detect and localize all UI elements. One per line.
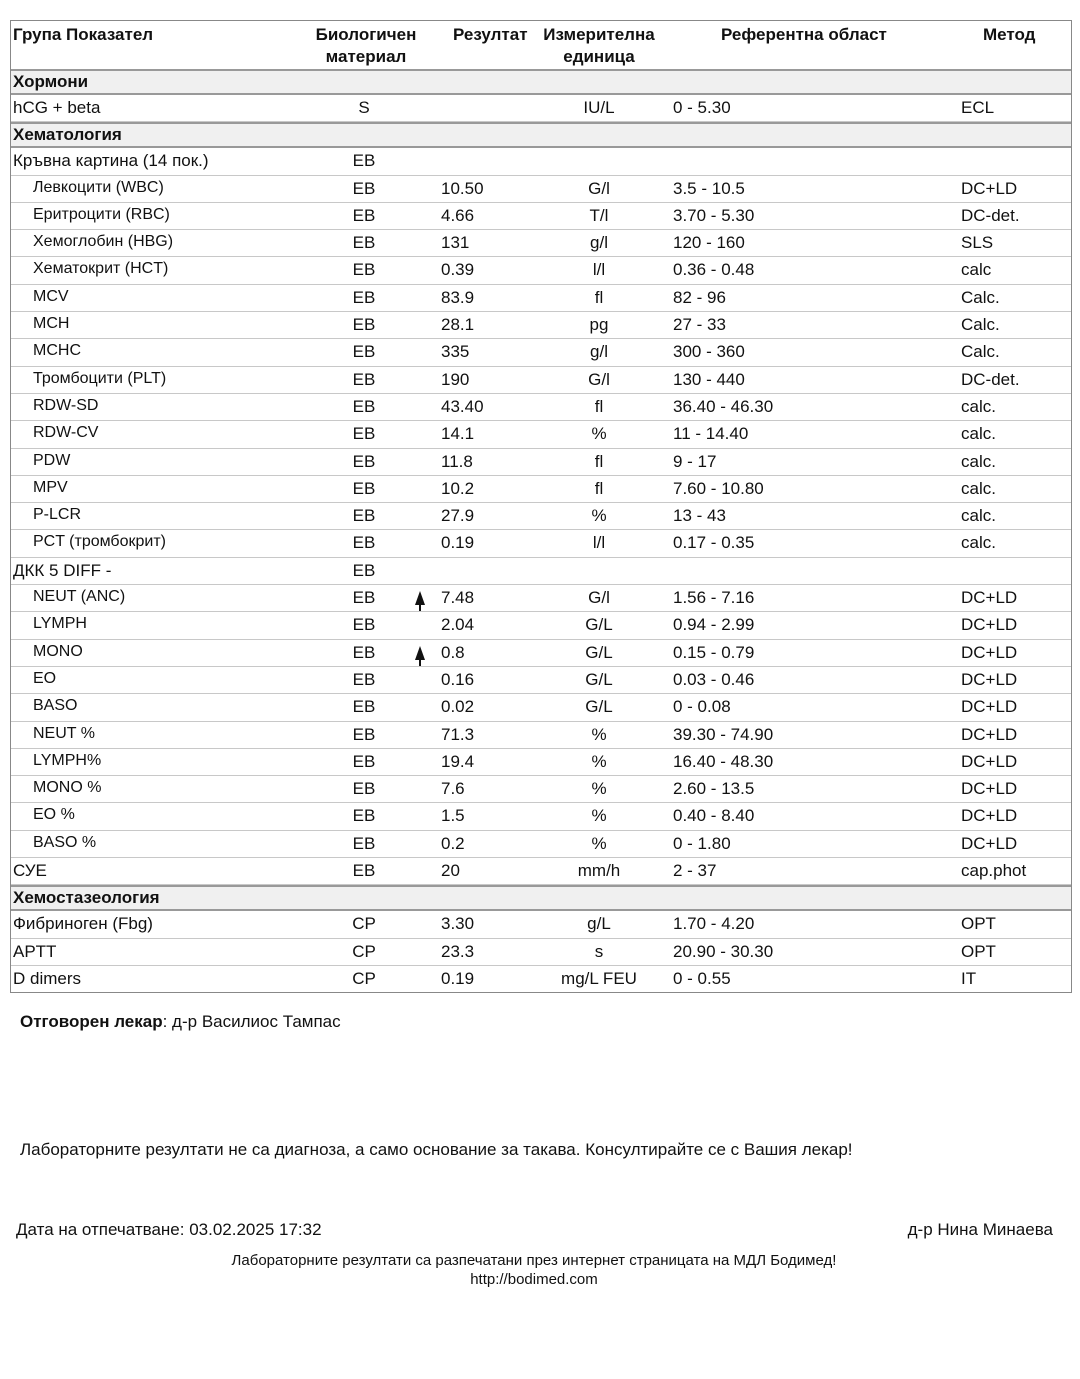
header-material: Биологичен материал xyxy=(315,25,417,66)
print-date: Дата на отпечатване: 03.02.2025 17:32 xyxy=(16,1220,322,1239)
row-result: 0.16 xyxy=(441,669,475,689)
row-material: EB xyxy=(352,861,376,881)
table-row xyxy=(11,339,1071,366)
row-material: EB xyxy=(352,178,376,198)
table-row xyxy=(11,911,1071,938)
row-reference: 3.70 - 5.30 xyxy=(673,205,755,225)
row-name: P-LCR xyxy=(33,506,82,524)
header-reference: Референтна област xyxy=(721,25,887,44)
row-unit: l/l xyxy=(592,260,606,280)
table-row xyxy=(11,803,1071,830)
row-unit: s xyxy=(594,941,604,961)
row-material: EB xyxy=(352,506,376,526)
lab-results-table xyxy=(10,20,1072,993)
row-result: 3.30 xyxy=(441,914,475,934)
row-reference: 0 - 0.08 xyxy=(673,697,731,717)
row-method: DC-det. xyxy=(961,205,1020,225)
signer: д-р Нина Минаева xyxy=(907,1220,1053,1239)
row-reference: 1.56 - 7.16 xyxy=(673,588,755,608)
header-unit: Измерителна единица xyxy=(543,25,655,66)
doctor-name: : д-р Василиос Тампас xyxy=(162,1012,341,1031)
row-name: Хематокрит (HCT) xyxy=(33,260,169,278)
high-arrow-icon xyxy=(415,643,429,663)
row-unit: % xyxy=(591,724,607,744)
row-unit: G/l xyxy=(588,178,610,198)
row-result: 0.8 xyxy=(441,642,465,662)
row-material: EB xyxy=(352,615,376,635)
row-method: calc. xyxy=(961,451,996,471)
row-name: PDW xyxy=(33,451,71,469)
row-method: calc. xyxy=(961,506,996,526)
row-method: SLS xyxy=(961,233,994,253)
row-reference: 130 - 440 xyxy=(673,369,745,389)
row-material: EB xyxy=(352,233,376,253)
table-row xyxy=(11,858,1071,885)
row-material: CP xyxy=(352,941,376,961)
row-name: EO xyxy=(33,669,57,687)
row-reference: 120 - 160 xyxy=(673,233,745,253)
row-method: OPT xyxy=(961,941,996,961)
row-result: 11.8 xyxy=(441,451,473,471)
row-unit: T/l xyxy=(589,205,609,225)
row-material: EB xyxy=(352,588,376,608)
row-unit: mm/h xyxy=(577,861,621,881)
row-unit: g/l xyxy=(590,342,608,362)
row-unit: g/l xyxy=(590,233,608,253)
row-result: 0.19 xyxy=(441,533,475,553)
high-arrow-icon xyxy=(415,588,429,608)
row-result: 19.4 xyxy=(441,751,475,771)
row-name: MONO % xyxy=(33,779,102,797)
row-name: BASO % xyxy=(33,833,97,851)
row-unit: pg xyxy=(589,315,609,335)
row-result: 0.2 xyxy=(441,833,465,853)
row-unit: % xyxy=(591,751,607,771)
row-name: BASO xyxy=(33,697,78,715)
row-material: EB xyxy=(352,642,376,662)
group-hemostasis: Хемостазеология xyxy=(11,885,1071,911)
row-name: NEUT (ANC) xyxy=(33,588,126,606)
row-reference: 2.60 - 13.5 xyxy=(673,779,755,799)
row-material: EB xyxy=(352,478,376,498)
table-row xyxy=(11,966,1071,992)
row-reference: 9 - 17 xyxy=(673,451,717,471)
print-note-text: Лабораторните резултати са разпечатани през интернет страницата на МДЛ Бодимед! xyxy=(231,1252,837,1269)
row-reference: 20.90 - 30.30 xyxy=(673,941,774,961)
row-unit: l/l xyxy=(592,533,606,553)
table-row xyxy=(11,776,1071,803)
website-link[interactable]: http://bodimed.com xyxy=(470,1271,598,1288)
row-result: 83.9 xyxy=(441,287,475,307)
row-method: OPT xyxy=(961,914,996,934)
row-material: EB xyxy=(352,533,376,553)
row-method: IT xyxy=(961,968,977,988)
row-result: 7.6 xyxy=(441,779,465,799)
table-row xyxy=(11,148,1071,175)
table-row xyxy=(11,257,1071,284)
row-material: EB xyxy=(352,396,376,416)
row-name: PCT (тромбокрит) xyxy=(33,533,166,551)
row-result: 2.04 xyxy=(441,615,475,635)
row-unit: g/L xyxy=(587,914,611,934)
row-method: DC+LD xyxy=(961,779,1018,799)
row-reference: 0.03 - 0.46 xyxy=(673,669,755,689)
row-unit: % xyxy=(591,779,607,799)
row-reference: 13 - 43 xyxy=(673,506,726,526)
row-material: EB xyxy=(352,260,376,280)
row-reference: 0 - 1.80 xyxy=(673,833,731,853)
row-result: 190 xyxy=(441,369,470,389)
row-result: 131 xyxy=(441,233,470,253)
row-material: EB xyxy=(352,451,376,471)
row-name: APTT xyxy=(13,941,57,961)
row-reference: 0 - 0.55 xyxy=(673,968,731,988)
row-result: 7.48 xyxy=(441,588,475,608)
group-hematology: Хематология xyxy=(11,122,1071,148)
row-method: DC+LD xyxy=(961,751,1018,771)
table-header xyxy=(11,21,1071,69)
table-row xyxy=(11,694,1071,721)
row-method: Calc. xyxy=(961,342,1000,362)
row-reference: 16.40 - 48.30 xyxy=(673,751,774,771)
table-row xyxy=(11,394,1071,421)
row-name: D dimers xyxy=(13,968,82,988)
row-name: СУЕ xyxy=(13,861,47,881)
row-result: 335 xyxy=(441,342,470,362)
row-method: DC+LD xyxy=(961,615,1018,635)
row-unit: G/L xyxy=(585,697,613,717)
table-row xyxy=(11,612,1071,639)
row-name: Еритроцити (RBC) xyxy=(33,205,170,223)
row-unit: % xyxy=(591,806,607,826)
responsible-doctor xyxy=(20,1012,341,1032)
table-row xyxy=(11,831,1071,858)
row-unit: fl xyxy=(594,287,604,307)
table-row xyxy=(11,476,1071,503)
row-reference: 11 - 14.40 xyxy=(673,424,749,444)
row-name: ДКК 5 DIFF - xyxy=(13,560,112,580)
row-material: EB xyxy=(352,697,376,717)
row-material: EB xyxy=(352,833,376,853)
row-unit: fl xyxy=(594,451,604,471)
row-name: MCV xyxy=(33,287,69,305)
table-row xyxy=(11,285,1071,312)
row-method: calc. xyxy=(961,424,996,444)
row-method: Calc. xyxy=(961,287,1000,307)
row-material: S xyxy=(358,98,370,117)
row-name: MPV xyxy=(33,478,68,496)
table-row xyxy=(11,503,1071,530)
row-material: EB xyxy=(352,342,376,362)
row-name: EO % xyxy=(33,806,75,824)
row-method: DC+LD xyxy=(961,669,1018,689)
row-material: EB xyxy=(352,369,376,389)
table-row xyxy=(11,421,1071,448)
row-unit: IU/L xyxy=(583,98,615,117)
row-unit: G/l xyxy=(588,588,610,608)
table-row xyxy=(11,558,1071,585)
row-reference: 2 - 37 xyxy=(673,861,717,881)
row-reference: 0.36 - 0.48 xyxy=(673,260,755,280)
row-result: 28.1 xyxy=(441,315,475,335)
row-unit: G/L xyxy=(585,642,613,662)
row-reference: 0.17 - 0.35 xyxy=(673,533,755,553)
row-method: DC+LD xyxy=(961,178,1018,198)
header-method: Метод xyxy=(983,25,1036,44)
row-material: EB xyxy=(352,315,376,335)
row-unit: fl xyxy=(594,478,604,498)
row-result: 27.9 xyxy=(441,506,475,526)
row-unit: G/L xyxy=(585,615,613,635)
row-unit: G/l xyxy=(588,369,610,389)
row-name: Хемоглобин (HBG) xyxy=(33,233,174,251)
row-method: DC+LD xyxy=(961,642,1018,662)
table-row xyxy=(11,939,1071,966)
row-unit: G/L xyxy=(585,669,613,689)
row-result: 43.40 xyxy=(441,396,484,416)
row-result: 10.50 xyxy=(441,178,484,198)
row-method: DC+LD xyxy=(961,697,1018,717)
table-row xyxy=(11,530,1071,557)
disclaimer: Лабораторните резултати не са диагноза, а само основание за такава. Консултирайте се с Вашия лекар! xyxy=(20,1140,853,1159)
row-material: EB xyxy=(352,151,376,171)
row-reference: 27 - 33 xyxy=(673,315,726,335)
row-material: EB xyxy=(352,287,376,307)
row-material: CP xyxy=(352,914,376,934)
row-name: RDW-CV xyxy=(33,424,99,442)
row-reference: 36.40 - 46.30 xyxy=(673,396,774,416)
table-row xyxy=(11,449,1071,476)
row-name: MCHC xyxy=(33,342,81,360)
row-reference: 39.30 - 74.90 xyxy=(673,724,774,744)
row-result: 23.3 xyxy=(441,941,475,961)
row-material: EB xyxy=(352,751,376,771)
row-reference: 82 - 96 xyxy=(673,287,726,307)
row-name: MONO xyxy=(33,642,83,660)
row-method: calc. xyxy=(961,533,996,553)
row-method: DC+LD xyxy=(961,833,1018,853)
row-method: DC+LD xyxy=(961,724,1018,744)
row-reference: 7.60 - 10.80 xyxy=(673,478,764,498)
row-result: 0.39 xyxy=(441,260,475,280)
row-unit: % xyxy=(591,833,607,853)
row-name: RDW-SD xyxy=(33,396,99,414)
table-row xyxy=(11,312,1071,339)
row-reference: 1.70 - 4.20 xyxy=(673,914,755,934)
row-name: Левкоцити (WBC) xyxy=(33,178,164,196)
row-result: 14.1 xyxy=(441,424,475,444)
row-reference: 0.94 - 2.99 xyxy=(673,615,755,635)
row-reference: 0.40 - 8.40 xyxy=(673,806,755,826)
table-row xyxy=(11,749,1071,776)
row-name: LYMPH xyxy=(33,615,87,633)
row-material: EB xyxy=(352,669,376,689)
row-method: calc. xyxy=(961,478,996,498)
table-row xyxy=(11,585,1071,612)
row-unit: fl xyxy=(594,396,604,416)
row-result: 4.66 xyxy=(441,205,475,225)
row-material: EB xyxy=(352,779,376,799)
table-row xyxy=(11,95,1071,122)
row-material: EB xyxy=(352,724,376,744)
row-material: EB xyxy=(352,424,376,444)
row-reference: 300 - 360 xyxy=(673,342,745,362)
row-method: DC+LD xyxy=(961,806,1018,826)
row-material: EB xyxy=(352,806,376,826)
table-row xyxy=(11,176,1071,203)
header-result: Резултат xyxy=(453,25,528,44)
table-row xyxy=(11,203,1071,230)
row-name: Тромбоцити (PLT) xyxy=(33,369,167,387)
row-method: calc xyxy=(961,260,992,280)
row-name: LYMPH% xyxy=(33,751,102,769)
table-row xyxy=(11,640,1071,667)
row-name: MCH xyxy=(33,315,70,333)
table-row xyxy=(11,722,1071,749)
row-unit: % xyxy=(591,506,607,526)
row-material: EB xyxy=(352,560,376,580)
row-material: EB xyxy=(352,205,376,225)
row-name: NEUT % xyxy=(33,724,95,742)
row-name: Фибриноген (Fbg) xyxy=(13,914,153,934)
row-method: calc. xyxy=(961,396,996,416)
row-reference: 0.15 - 0.79 xyxy=(673,642,755,662)
header-group: Група Показател xyxy=(13,25,154,44)
table-row xyxy=(11,230,1071,257)
row-unit: mg/L FEU xyxy=(561,968,637,988)
row-result: 10.2 xyxy=(441,478,475,498)
row-name: hCG + beta xyxy=(13,98,101,117)
row-name: Кръвна картина (14 пок.) xyxy=(13,151,209,171)
table-row xyxy=(11,667,1071,694)
row-reference: 3.5 - 10.5 xyxy=(673,178,745,198)
row-result: 0.02 xyxy=(441,697,475,717)
row-method: DC+LD xyxy=(961,588,1018,608)
row-material: CP xyxy=(352,968,376,988)
row-method: Calc. xyxy=(961,315,1000,335)
row-result: 1.5 xyxy=(441,806,465,826)
row-unit: % xyxy=(591,424,607,444)
row-result: 20 xyxy=(441,861,460,881)
group-hormones: Хормони xyxy=(11,69,1071,95)
print-note xyxy=(0,1251,1068,1289)
row-result: 0.19 xyxy=(441,968,475,988)
row-reference: 0 - 5.30 xyxy=(673,98,731,117)
row-method: DC-det. xyxy=(961,369,1020,389)
table-row xyxy=(11,367,1071,394)
row-method: ECL xyxy=(961,98,995,117)
row-method: cap.phot xyxy=(961,861,1027,881)
row-result: 71.3 xyxy=(441,724,475,744)
doctor-label: Отговорен лекар xyxy=(20,1012,163,1031)
